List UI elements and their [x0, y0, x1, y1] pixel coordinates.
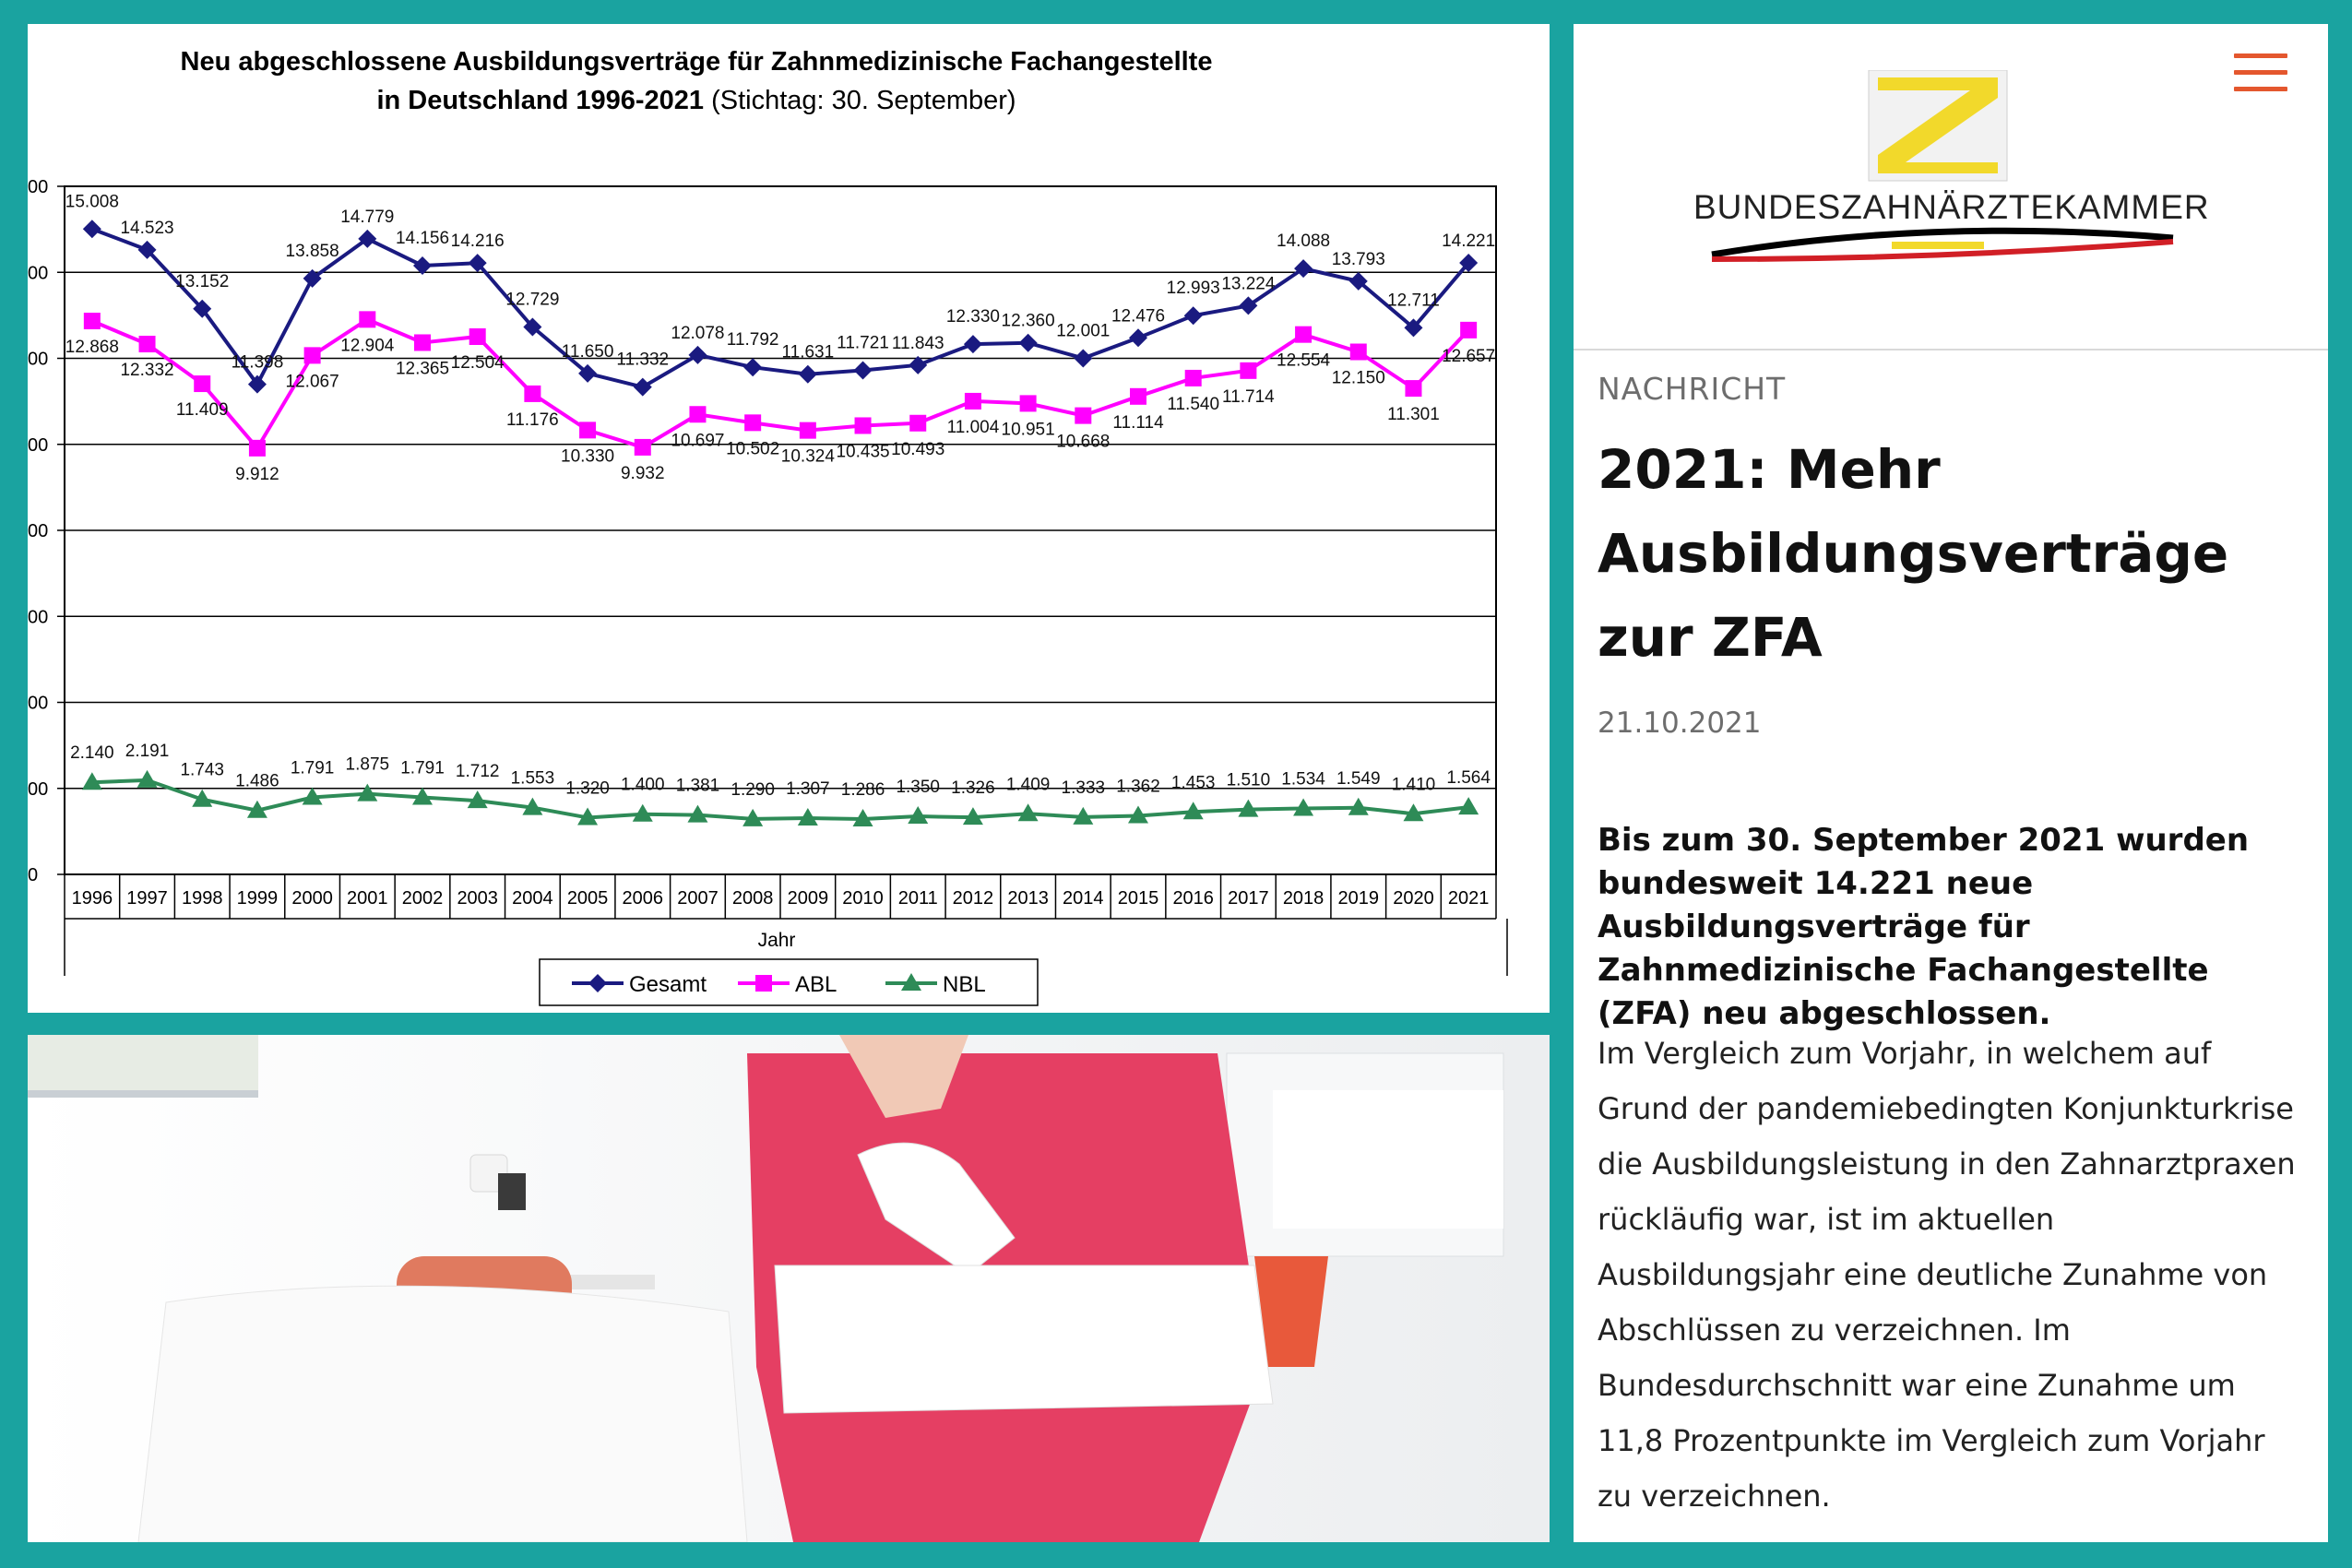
- data-label: 11.301: [1387, 405, 1440, 425]
- data-label: 11.540: [1167, 394, 1220, 414]
- legend-label: Gesamt: [629, 972, 707, 997]
- data-label: 1.712: [455, 762, 500, 782]
- data-point: [1460, 322, 1477, 339]
- data-label: 12.993: [1166, 279, 1220, 299]
- article-panel: [1574, 24, 2328, 1542]
- dental-chair-shape: [138, 1286, 747, 1542]
- data-point: [635, 439, 651, 456]
- data-label: 1.549: [1336, 768, 1381, 789]
- data-label: 1.410: [1391, 775, 1436, 795]
- x-tick-label: 2007: [677, 888, 719, 909]
- x-tick-label: 2020: [1393, 888, 1434, 909]
- data-label: 13.152: [175, 271, 230, 291]
- hamburger-icon-bar-2: [2234, 70, 2287, 75]
- data-point: [1350, 344, 1367, 361]
- data-point: [414, 334, 431, 350]
- data-label: 11.721: [837, 333, 889, 353]
- data-label: 1.534: [1281, 769, 1325, 790]
- data-point: [1295, 327, 1312, 343]
- data-label: 13.858: [285, 241, 339, 261]
- x-tick-label: 2013: [1007, 888, 1049, 909]
- x-tick-label: 2015: [1117, 888, 1159, 909]
- data-label: 11.114: [1112, 412, 1164, 433]
- y-tick-label: 00: [28, 434, 49, 456]
- y-tick-label: 00: [28, 263, 49, 284]
- data-label: 10.668: [1056, 432, 1111, 452]
- data-label: 1.290: [731, 779, 775, 800]
- data-label: 1.326: [951, 778, 995, 799]
- data-label: 12.332: [120, 361, 174, 381]
- data-label: 10.502: [726, 439, 780, 459]
- data-label: 1.362: [1116, 777, 1160, 797]
- article-date: 21.10.2021: [1598, 707, 1762, 740]
- chart-title-line1: Neu abgeschlossene Ausbildungsverträge für Zahnmedizinische Fachangestellte: [180, 47, 1213, 77]
- data-label: 12.904: [340, 336, 395, 356]
- data-label: 1.564: [1446, 768, 1491, 789]
- data-point: [359, 311, 375, 327]
- x-tick-label: 2000: [291, 888, 333, 909]
- data-label: 2.140: [70, 743, 114, 764]
- data-label: 1.320: [565, 778, 610, 799]
- data-label: 1.350: [896, 778, 941, 798]
- legend: [540, 959, 1038, 1005]
- x-tick-label: 2016: [1172, 888, 1214, 909]
- data-label: 15.008: [65, 192, 119, 212]
- legend-label: NBL: [943, 972, 986, 997]
- x-tick-label: 1998: [181, 888, 223, 909]
- data-label: 12.554: [1277, 350, 1331, 371]
- data-label: 11.332: [616, 350, 670, 370]
- data-label: 1.875: [345, 754, 390, 775]
- x-tick-label: 2018: [1282, 888, 1324, 909]
- data-label: 12.150: [1331, 368, 1385, 388]
- data-label: 12.360: [1001, 311, 1055, 331]
- x-tick-label: 2002: [401, 888, 444, 909]
- hamburger-icon-bar-1: [2234, 53, 2287, 58]
- data-label: 1.453: [1170, 773, 1216, 793]
- data-label: 2.191: [125, 741, 170, 761]
- legend-label: ABL: [795, 972, 837, 997]
- x-tick-label: 2009: [787, 888, 829, 909]
- logo-text: BUNDESZAHNÄRZTEKAMMER: [1693, 188, 2210, 226]
- data-label: 11.398: [231, 352, 284, 373]
- chart-title-line2-normal: (Stichtag: 30. September): [711, 86, 1016, 115]
- x-tick-label: 2021: [1447, 888, 1490, 909]
- data-label: 12.078: [671, 323, 725, 343]
- x-axis-title: Jahr: [757, 930, 796, 951]
- data-label: 1.333: [1061, 778, 1106, 798]
- data-label: 12.711: [1387, 291, 1440, 311]
- data-label: 12.868: [65, 338, 119, 358]
- data-label: 10.330: [561, 446, 615, 467]
- chart-panel: [28, 24, 1550, 1013]
- data-point: [304, 347, 321, 363]
- data-label: 1.510: [1226, 770, 1271, 790]
- header-divider: [1574, 349, 2328, 350]
- x-tick-label: 2014: [1063, 888, 1104, 909]
- data-point: [1405, 380, 1421, 397]
- data-point: [84, 313, 101, 329]
- data-label: 11.650: [561, 341, 614, 362]
- data-point: [1075, 408, 1091, 424]
- dental-photo-illustration: [28, 1035, 1550, 1542]
- x-tick-label: 2003: [457, 888, 498, 909]
- data-label: 10.493: [891, 439, 945, 459]
- data-label: 14.523: [120, 218, 174, 238]
- data-label: 1.381: [675, 776, 720, 796]
- data-label: 12.729: [505, 290, 560, 310]
- data-label: 10.697: [671, 431, 725, 451]
- data-label: 12.476: [1111, 306, 1166, 327]
- data-label: 14.216: [450, 232, 505, 252]
- data-label: 11.714: [1222, 386, 1275, 407]
- data-label: 1.791: [290, 758, 335, 778]
- article-lead: Bis zum 30. September 2021 wurden bundesweit 14.221 neue Ausbildungsverträge für Zahnmedizinische Fachangestellte (ZFA) neu abgeschlossen.: [1598, 822, 2250, 1032]
- hamburger-icon-bar-3: [2234, 87, 2287, 91]
- x-tick-label: 2017: [1228, 888, 1269, 909]
- data-label: 14.088: [1277, 232, 1331, 252]
- data-label: 14.779: [340, 207, 395, 227]
- data-point: [524, 386, 540, 402]
- dental-photo: [28, 1035, 1550, 1542]
- data-point: [1130, 388, 1146, 405]
- menu-button[interactable]: [2234, 53, 2287, 96]
- line-chart: [28, 24, 1550, 1013]
- x-tick-label: 2012: [952, 888, 994, 909]
- data-point: [1185, 370, 1202, 386]
- x-tick-label: 2005: [566, 888, 609, 909]
- article-category: NACHRICHT: [1598, 371, 1787, 407]
- data-point: [469, 328, 486, 345]
- data-label: 9.932: [620, 463, 665, 483]
- data-label: 11.004: [946, 417, 1000, 437]
- bzaek-logo[interactable]: [1693, 70, 2210, 291]
- x-tick-label: 2006: [622, 888, 664, 909]
- data-label: 10.435: [836, 442, 890, 462]
- data-label: 1.400: [620, 775, 665, 795]
- y-tick-label: 00: [28, 521, 49, 541]
- data-label: 1.553: [510, 768, 555, 789]
- data-label: 1.286: [840, 780, 885, 801]
- article-body: Im Vergleich zum Vorjahr, in welchem auf Grund der pandemiebedingten Konjunkturkrise die Ausbildungsleistung in den Zahnarztpraxen rückläufig war, ist im aktuellen Ausbildungsjahr eine deutliche Zunahme von Abschlüssen zu verzeichnen. Im Bundesdurchschnitt war eine Zunahme um 11,8 Prozentpunkte im Vergleich zum Vorjahr zu verzeichnen.: [1598, 1036, 2296, 1514]
- data-label: 1.409: [1005, 775, 1051, 795]
- y-tick-label: 00: [28, 693, 49, 714]
- x-tick-label: 1997: [126, 888, 168, 909]
- data-label: 10.951: [1001, 420, 1055, 440]
- data-point: [249, 440, 266, 457]
- data-point: [194, 375, 210, 392]
- x-tick-label: 2019: [1337, 888, 1380, 909]
- data-label: 13.793: [1331, 249, 1385, 269]
- data-label: 13.224: [1221, 274, 1276, 294]
- x-tick-label: 1996: [71, 888, 113, 909]
- chart-title-line2: [376, 86, 1016, 115]
- instrument-tray: [775, 1265, 1273, 1413]
- logo-z-icon: [1693, 70, 2210, 291]
- data-point: [755, 975, 772, 992]
- data-label: 11.409: [175, 400, 229, 421]
- data-label: 11.843: [891, 333, 944, 353]
- data-label: 1.486: [235, 771, 279, 791]
- y-tick-label: 00: [28, 607, 49, 628]
- data-label: 11.792: [726, 330, 779, 350]
- chart-title-line2-bold: in Deutschland 1996-2021: [376, 86, 705, 115]
- data-label: 12.330: [945, 307, 1000, 327]
- data-label: 1.307: [786, 779, 830, 800]
- y-tick-label: 00: [28, 177, 49, 197]
- data-label: 1.791: [400, 758, 445, 778]
- data-point: [139, 336, 156, 352]
- data-label: 11.631: [781, 342, 835, 362]
- x-tick-label: 1999: [236, 888, 279, 909]
- article-headline: 2021: Mehr Ausbildungsverträge zur ZFA: [1598, 438, 2229, 669]
- data-label: 12.365: [395, 359, 450, 379]
- y-tick-label: 0: [28, 865, 39, 885]
- data-point: [909, 415, 926, 432]
- data-label: 12.657: [1442, 346, 1496, 366]
- data-point: [855, 417, 872, 434]
- y-tick-label: 00: [28, 349, 49, 370]
- data-label: 12.067: [285, 372, 339, 392]
- data-label: 14.221: [1442, 231, 1496, 251]
- data-point: [1020, 395, 1037, 411]
- data-label: 9.912: [235, 464, 279, 484]
- data-point: [579, 422, 596, 438]
- x-tick-label: 2004: [512, 888, 553, 909]
- x-tick-label: 2011: [897, 888, 938, 909]
- data-point: [800, 422, 816, 439]
- data-label: 12.001: [1056, 321, 1111, 341]
- data-label: 1.743: [180, 760, 225, 780]
- x-tick-label: 2008: [731, 888, 774, 909]
- data-point: [689, 406, 706, 422]
- data-point: [1240, 362, 1256, 379]
- data-label: 14.156: [395, 228, 450, 248]
- y-tick-label: 00: [28, 778, 49, 800]
- x-tick-label: 2001: [347, 888, 388, 909]
- data-point: [744, 414, 761, 431]
- data-label: 11.176: [506, 410, 559, 430]
- data-label: 12.504: [450, 353, 505, 374]
- monitor-shape: [28, 1035, 258, 1090]
- data-point: [965, 393, 981, 410]
- x-tick-label: 2010: [842, 888, 884, 909]
- data-label: 10.324: [780, 446, 835, 467]
